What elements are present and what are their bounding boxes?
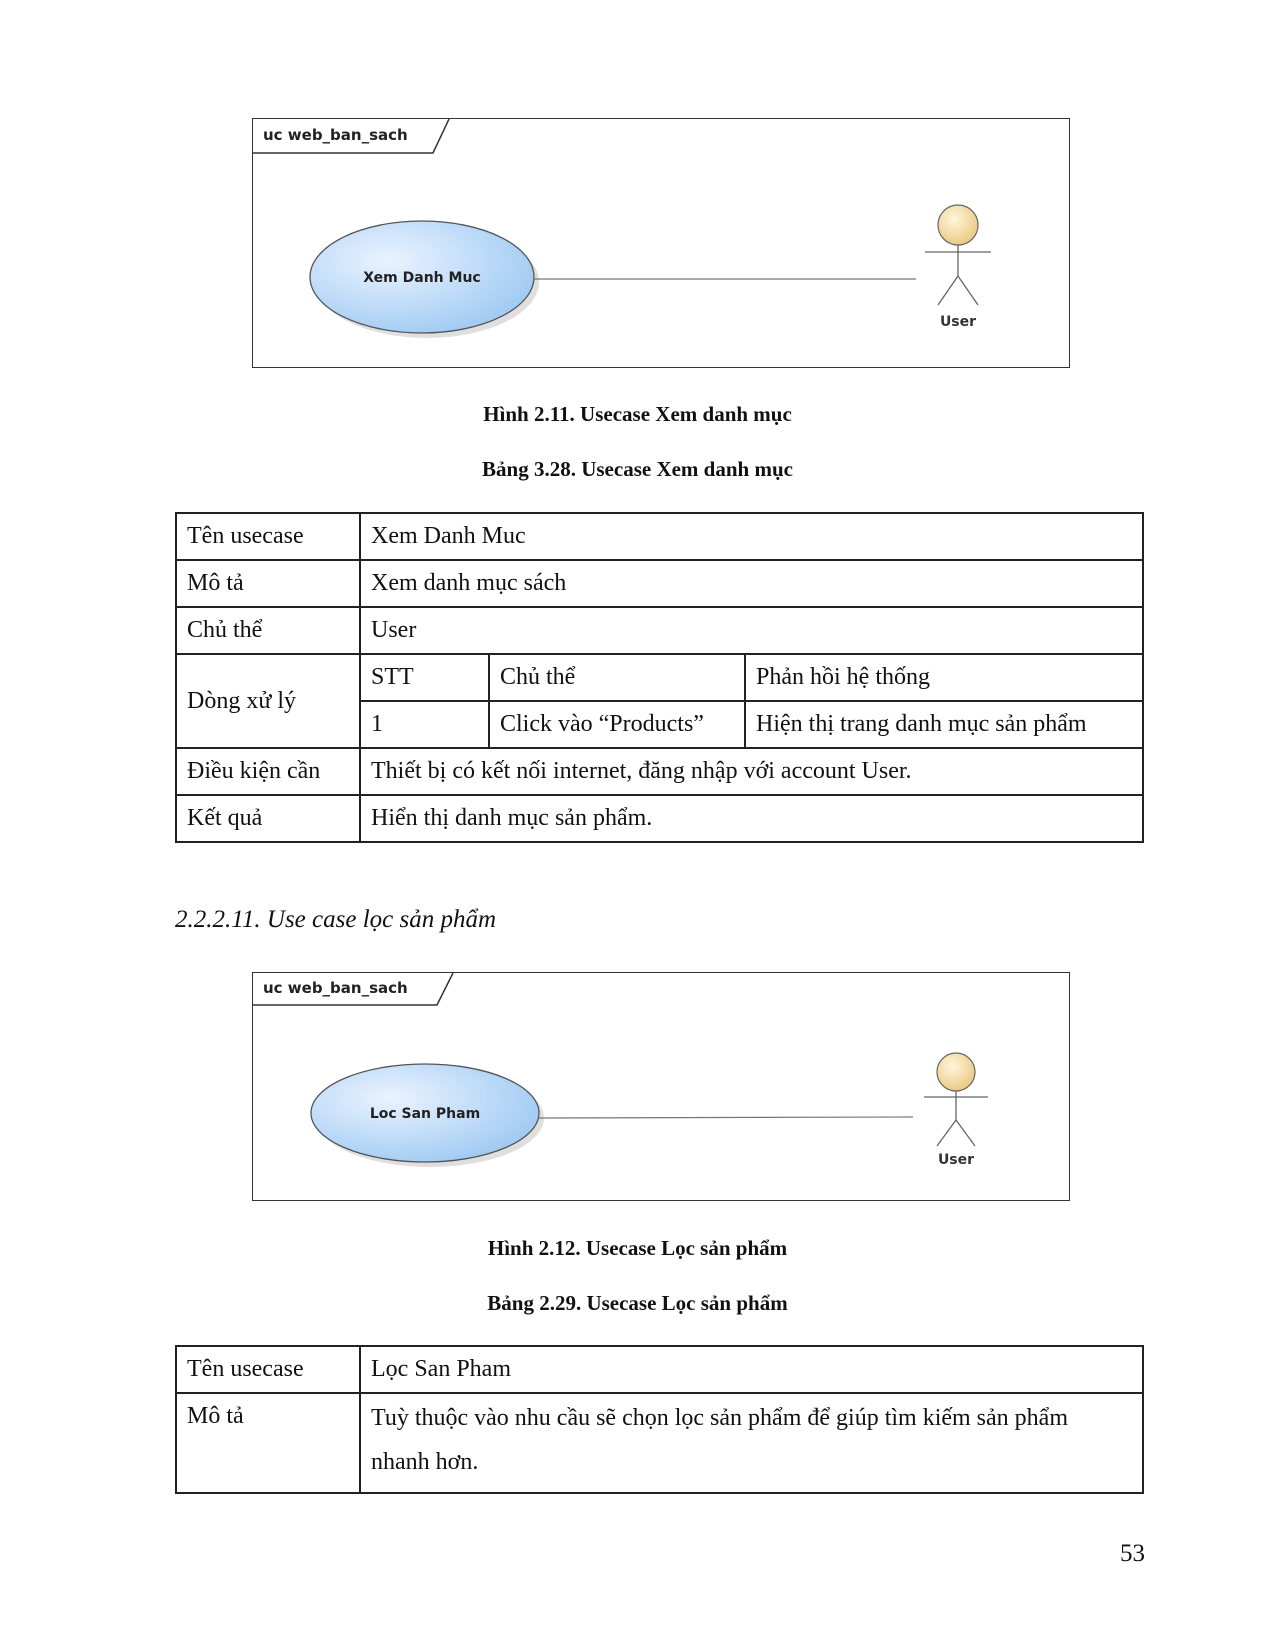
- table-caption: Bảng 2.29. Usecase Lọc sản phẩm: [487, 1291, 788, 1315]
- row-label: Mô tả: [176, 1393, 360, 1493]
- usecase-label: Loc San Pham: [369, 1106, 481, 1122]
- flow-header-response: Phản hồi hệ thống: [745, 654, 1143, 701]
- usecase-table-xem-danh-muc: [175, 512, 1144, 843]
- association-line: [539, 1117, 913, 1118]
- section-heading: 2.2.2.11. Use case lọc sản phẩm: [175, 906, 497, 933]
- row-label: Điều kiện cần: [176, 748, 360, 795]
- row-value: Tuỳ thuộc vào nhu cầu sẽ chọn lọc sản phẩm để giúp tìm kiếm sản phẩm nhanh hơn.: [360, 1393, 1143, 1493]
- row-value: Hiển thị danh mục sản phẩm.: [360, 795, 1143, 842]
- row-label: Mô tả: [176, 560, 360, 607]
- row-value: Xem Danh Muc: [360, 513, 1143, 560]
- flow-cell-response: Hiện thị trang danh mục sản phẩm: [745, 701, 1143, 748]
- table-row: [176, 1346, 1143, 1393]
- usecase-diagram-xem-danh-muc: [252, 118, 1070, 368]
- row-label: Tên usecase: [176, 1346, 360, 1393]
- row-label: Chủ thể: [176, 607, 360, 654]
- table-caption: Bảng 3.28. Usecase Xem danh mục: [482, 457, 793, 481]
- table-row: [176, 654, 1143, 701]
- table-row: [176, 795, 1143, 842]
- table-row: [176, 607, 1143, 654]
- flow-cell-actor: Click vào “Products”: [489, 701, 745, 748]
- table-row: [176, 1393, 1143, 1493]
- figure-caption: Hình 2.12. Usecase Lọc sản phẩm: [487, 1236, 788, 1260]
- figure-caption: Hình 2.11. Usecase Xem danh mục: [483, 402, 792, 426]
- row-value: Thiết bị có kết nối internet, đăng nhập với account User.: [360, 748, 1143, 795]
- row-label: Tên usecase: [176, 513, 360, 560]
- usecase-table-loc-san-pham: [175, 1345, 1144, 1494]
- row-value: Lọc San Pham: [360, 1346, 1143, 1393]
- actor-label: User: [939, 314, 977, 330]
- actor-label: User: [937, 1152, 975, 1168]
- table-row: [176, 560, 1143, 607]
- frame-label: uc web_ban_sach: [263, 979, 408, 997]
- page-number: 53: [1120, 1540, 1145, 1567]
- flow-cell-stt: 1: [360, 701, 489, 748]
- flow-header-stt: STT: [360, 654, 489, 701]
- row-value: User: [360, 607, 1143, 654]
- usecase-label: Xem Danh Muc: [363, 270, 481, 286]
- table-row: [176, 513, 1143, 560]
- actor-user-icon: [925, 205, 991, 305]
- row-value: Xem danh mục sách: [360, 560, 1143, 607]
- usecase-diagram-loc-san-pham: [252, 972, 1070, 1201]
- frame-label: uc web_ban_sach: [263, 126, 408, 144]
- actor-user-icon: [924, 1053, 988, 1146]
- table-row: [176, 748, 1143, 795]
- row-label: Kết quả: [176, 795, 360, 842]
- flow-header-actor: Chủ thể: [489, 654, 745, 701]
- row-label: Dòng xử lý: [176, 654, 360, 748]
